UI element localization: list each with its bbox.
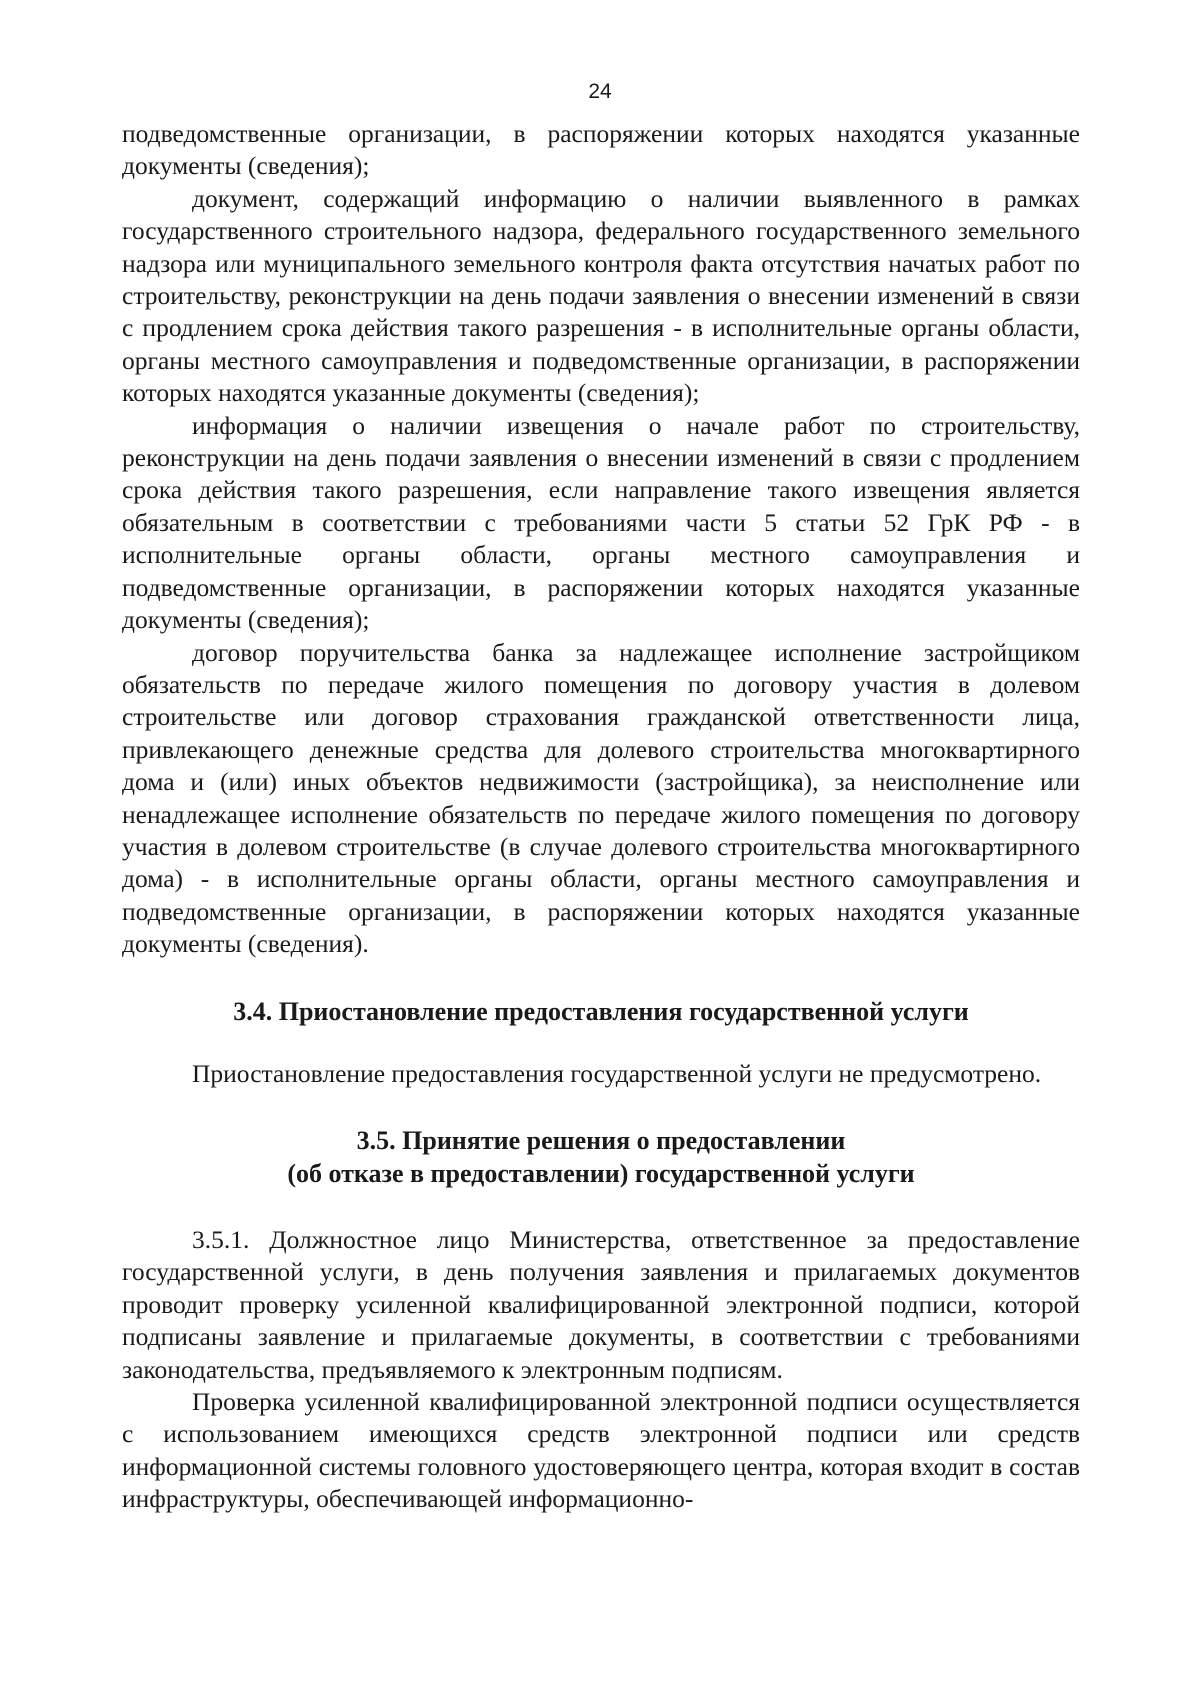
page-content	[122, 118, 1080, 1516]
paragraph-bank-guarantee: договор поручительства банка за надлежащее исполнение застройщиком обязательств по передаче жилого помещения по договору участия в долевом строительстве или договор страхования гражданской ответственности лица, привлекающего денежные средства для долевого строительства многоквартирного дома и (или) иных объектов недвижимости (застройщика), за неисполнение или ненадлежащее исполнение обязательств по передаче жилого помещения по договору участия в долевом строительстве (в случае долевого строительства многоквартирного дома) - в исполнительные органы области, органы местного самоуправления и подведомственные организации, в распоряжении которых находятся указанные документы (сведения).	[122, 637, 1080, 959]
section-3-5-heading-line1: 3.5. Принятие решения о предоставлении	[356, 1125, 846, 1155]
section-3-4-text: Приостановление предоставления государственной услуги не предусмотрено.	[192, 1058, 1042, 1088]
section-3-5-heading-line2: (об отказе в предоставлении) государственной услуги	[287, 1158, 915, 1188]
section-3-5-1-paragraph: 3.5.1. Должностное лицо Министерства, ответственное за предоставление государственной услуги, в день получения заявления и прилагаемых документов проводит проверку усиленной квалифицированной электронной подписи, которой подписаны заявление и прилагаемые документы, в соответствии с требованиями законодательства, предъявляемого к электронным подписям.	[122, 1224, 1080, 1384]
section-3-5-heading	[122, 1124, 1080, 1190]
paragraph-notice-information: информация о наличии извещения о начале работ по строительству, реконструкции на день подачи заявления о внесении изменений в связи с продлением срока действия такого разрешения, если направление такого извещения является обязательным в соответствии с требованиями части 5 статьи 52 ГрК РФ - в исполнительные органы области, органы местного самоуправления и подведомственные организации, в распоряжении которых находятся указанные документы (сведения);	[122, 410, 1080, 635]
paragraph-control-fact-document: документ, содержащий информацию о наличии выявленного в рамках государственного строительного надзора, федерального государственного земельного надзора или муниципального земельного контроля факта отсутствия начатых работ по строительству, реконструкции на день подачи заявления о внесении изменений в связи с продлением срока действия такого разрешения - в исполнительные органы области, органы местного самоуправления и подведомственные организации, в распоряжении которых находятся указанные документы (сведения);	[122, 183, 1080, 408]
section-3-5-signature-check-paragraph: Проверка усиленной квалифицированной электронной подписи осуществляется с использованием имеющихся средств электронной подписи или средств информационной системы головного удостоверяющего центра, которая входит в состав инфраструктуры, обеспечивающей информационно-	[122, 1387, 1080, 1514]
section-3-4-heading: 3.4. Приостановление предоставления государственной услуги	[233, 996, 969, 1026]
paragraph-continuation: подведомственные организации, в распоряжении которых находятся указанные документы (сведения);	[122, 119, 1080, 181]
page-number: 24	[588, 80, 612, 103]
